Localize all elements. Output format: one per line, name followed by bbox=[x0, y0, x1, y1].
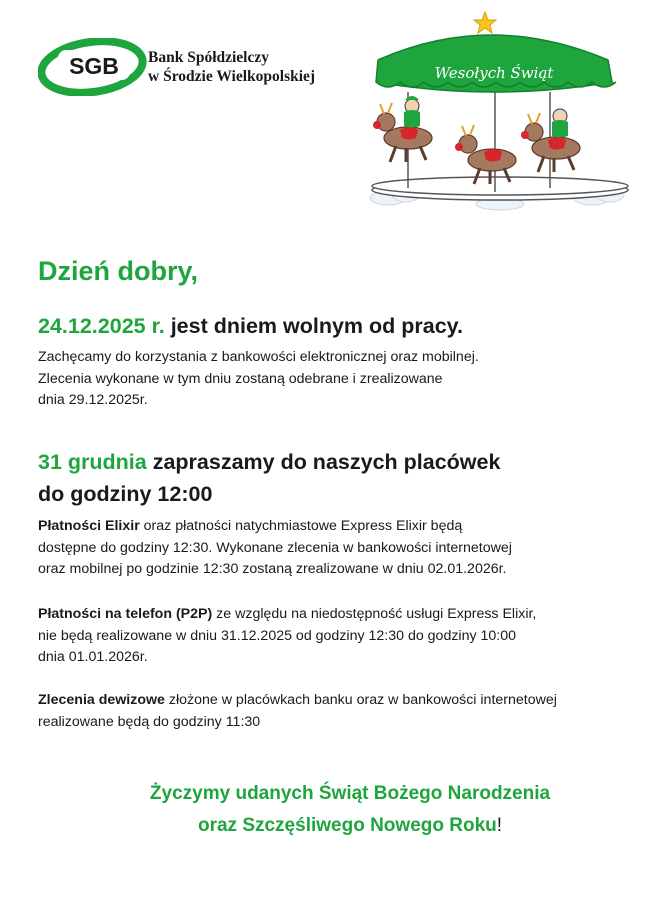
elixir-bold: Płatności Elixir bbox=[38, 518, 140, 534]
bank-logo bbox=[38, 38, 338, 96]
branch-hours-headline bbox=[38, 446, 500, 510]
holiday-date: 24.12.2025 r. bbox=[38, 314, 165, 338]
closing-line1: Życzymy udanych Świąt Bożego Narodzenia bbox=[149, 783, 551, 804]
greeting: Dzień dobry, bbox=[38, 256, 199, 286]
logo-mark: SGB bbox=[69, 53, 119, 79]
fx-line: złożone w placówkach banku oraz w bankowości internetowej bbox=[164, 692, 557, 708]
carousel-banner: Wesołych Świąt bbox=[434, 64, 554, 82]
closing-wishes bbox=[0, 778, 645, 842]
bank-name-line2: w Środzie Wielkopolskiej bbox=[148, 68, 316, 85]
holiday-info-line: Zlecenia wykonane w tym dniu zostaną odebrane i zrealizowane bbox=[38, 370, 443, 387]
closing-exclamation: ! bbox=[496, 815, 503, 836]
elixir-line: oraz płatności natychmiastowe Express Elixir będą bbox=[139, 518, 463, 534]
closing-line2: oraz Szczęśliwego Nowego Roku bbox=[197, 815, 497, 836]
star-icon bbox=[474, 12, 496, 33]
christmas-carousel-illustration bbox=[360, 10, 632, 215]
fx-line: realizowane będą do godziny 11:30 bbox=[38, 713, 261, 730]
elixir-line: dostępne do godziny 12:30. Wykonane zlecenia w bankowości internetowej bbox=[38, 539, 512, 556]
branch-hours-headline-rest: zapraszamy do naszych placówek bbox=[146, 450, 501, 474]
p2p-line: nie będą realizowane w dniu 31.12.2025 od godziny 12:30 do godziny 10:00 bbox=[38, 627, 517, 644]
p2p-line: ze względu na niedostępność usługi Express Elixir, bbox=[212, 606, 537, 622]
fx-bold: Zlecenia dewizowe bbox=[38, 692, 165, 708]
branch-hours-time: do godziny 12:00 bbox=[38, 482, 213, 506]
fx-info bbox=[38, 690, 557, 733]
elixir-line: oraz mobilnej po godzinie 12:30 zostaną zrealizowane w dniu 02.01.2026r. bbox=[38, 561, 507, 577]
reindeer-icon bbox=[373, 96, 432, 162]
elixir-info bbox=[38, 516, 512, 581]
holiday-info bbox=[38, 347, 479, 412]
sgb-logo-icon bbox=[38, 38, 148, 96]
holiday-headline-rest: jest dniem wolnym od pracy. bbox=[164, 314, 464, 338]
holiday-headline bbox=[38, 310, 463, 342]
bank-name bbox=[148, 48, 315, 86]
p2p-line: dnia 01.01.2026r. bbox=[38, 649, 148, 665]
reindeer-icon bbox=[455, 125, 516, 184]
holiday-info-line: Zachęcamy do korzystania z bankowości elektronicznej oraz mobilnej. bbox=[38, 349, 479, 365]
p2p-bold: Płatności na telefon (P2P) bbox=[38, 606, 213, 622]
bank-name-line1: Bank Spółdzielczy bbox=[148, 49, 270, 66]
holiday-info-line: dnia 29.12.2025r. bbox=[38, 392, 148, 408]
branch-hours-date: 31 grudnia bbox=[38, 450, 147, 474]
p2p-info bbox=[38, 604, 536, 669]
